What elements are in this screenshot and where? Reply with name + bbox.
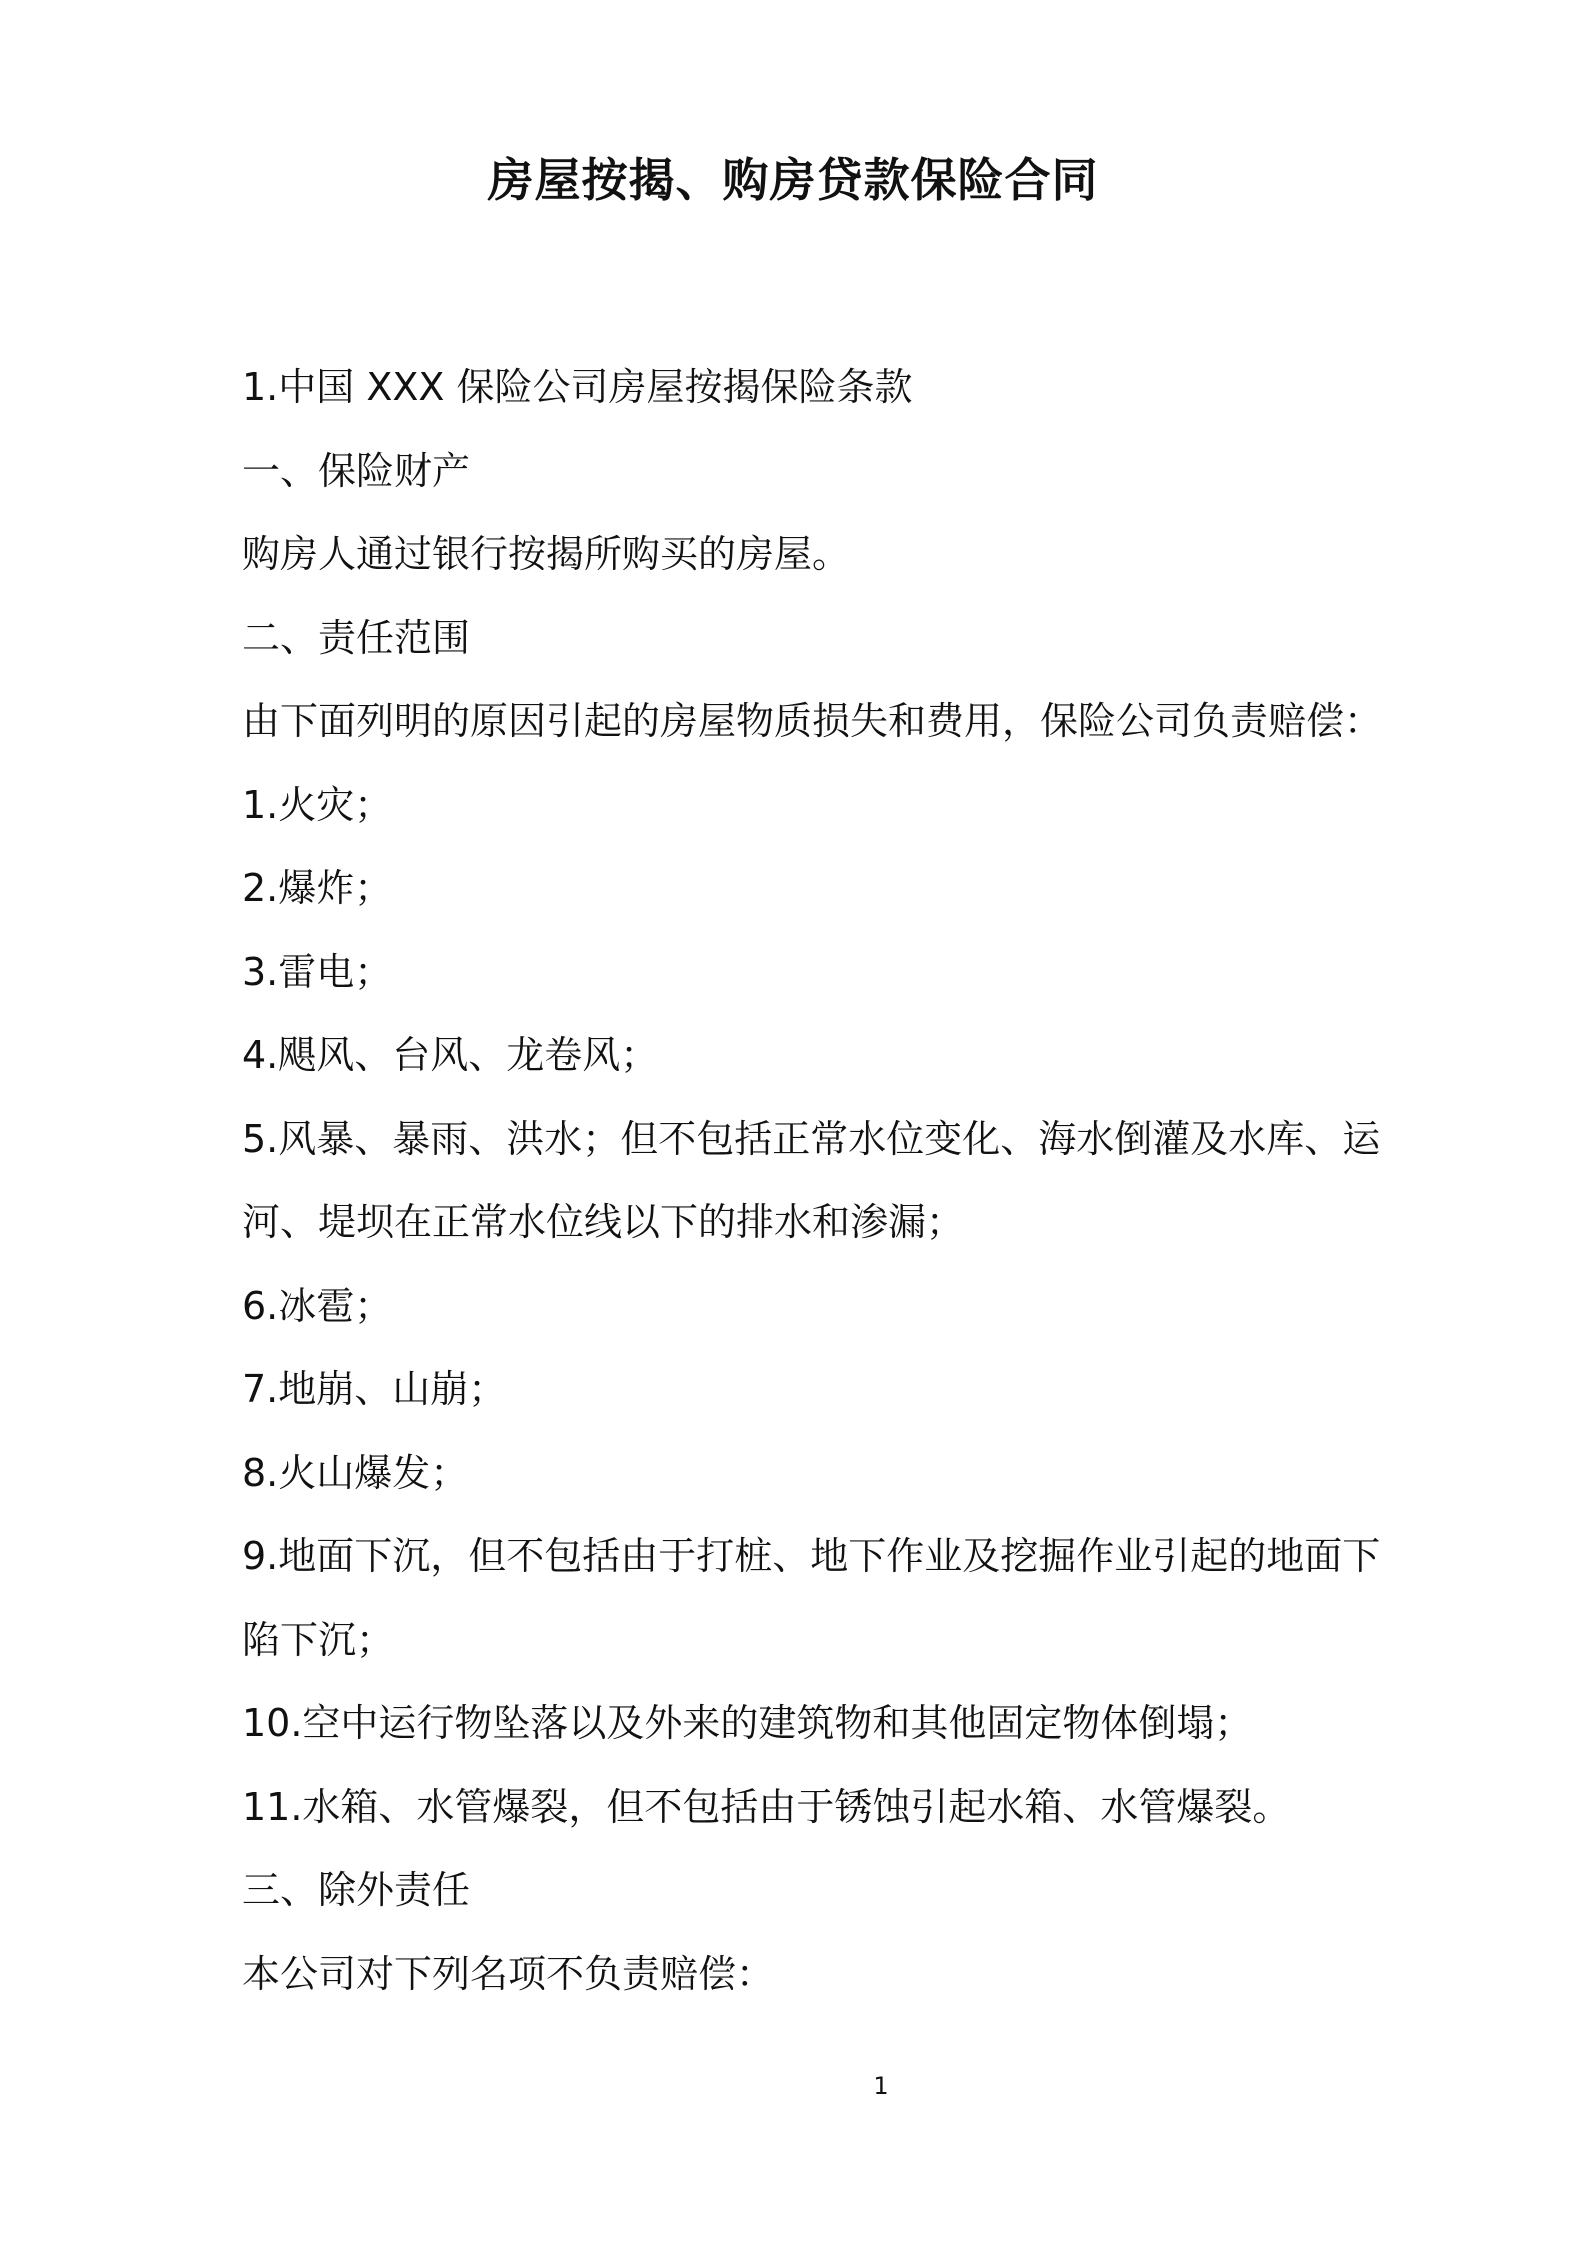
list-item-continuation: 河、堤坝在正常水位线以下的排水和渗漏；	[242, 1200, 965, 1244]
clause-heading: 1.中国 XXX 保险公司房屋按揭保险条款	[242, 365, 913, 409]
list-item: 4.飓风、台风、龙卷风；	[242, 1033, 659, 1077]
list-item: 10.空中运行物坠落以及外来的建筑物和其他固定物体倒塌；	[242, 1701, 1253, 1745]
paragraph: 购房人通过银行按揭所购买的房屋。	[242, 532, 851, 576]
document-body	[242, 346, 1383, 2016]
list-item: 9.地面下沉，但不包括由于打桩、地下作业及挖掘作业引起的地面下	[242, 1534, 1381, 1578]
section-heading-insured-property: 一、保险财产	[242, 448, 471, 493]
document-title: 房屋按揭、购房贷款保险合同	[487, 153, 1099, 207]
list-item: 5.风暴、暴雨、洪水；但不包括正常水位变化、海水倒灌及水库、运	[242, 1116, 1381, 1161]
list-item: 3.雷电；	[242, 949, 393, 994]
list-item: 6.冰雹；	[242, 1283, 393, 1328]
paragraph: 由下面列明的原因引起的房屋物质损失和费用，保险公司负责赔偿：	[242, 699, 1383, 743]
list-item: 8.火山爆发；	[242, 1450, 469, 1495]
list-item-continuation: 陷下沉；	[242, 1617, 395, 1662]
list-item: 7.地崩、山崩；	[242, 1367, 507, 1411]
paragraph: 本公司对下列名项不负责赔偿：	[242, 1951, 775, 1996]
list-item: 2.爆炸；	[242, 866, 393, 910]
section-heading-exclusions: 三、除外责任	[242, 1868, 471, 1912]
list-item: 11.水箱、水管爆裂，但不包括由于锈蚀引起水箱、水管爆裂。	[242, 1784, 1291, 1829]
page-number: 1	[873, 2072, 889, 2100]
list-item: 1.火灾；	[242, 782, 393, 827]
section-heading-liability-scope: 二、责任范围	[242, 615, 471, 660]
